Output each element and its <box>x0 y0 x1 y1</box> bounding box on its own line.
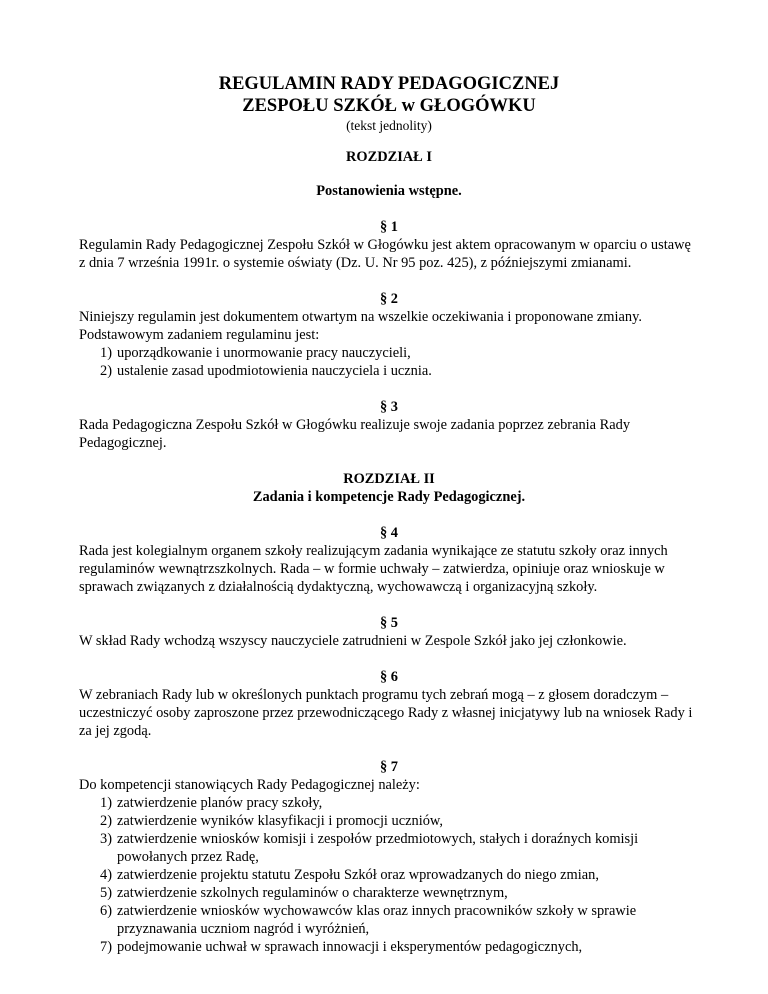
list-item <box>79 938 699 956</box>
list-item-number: 1) <box>100 345 112 361</box>
paragraph-2-text: Niniejszy regulamin jest dokumentem otwartym na wszelkie oczekiwania i proponowane zmiany. Podstawowym zadaniem regulaminu jest: <box>79 309 642 343</box>
list-item <box>79 812 699 830</box>
list-item-number: 2) <box>100 363 112 379</box>
paragraph-7-list <box>79 794 699 956</box>
list-item-number: 2) <box>100 813 112 829</box>
paragraph-5-text: W skład Rady wchodzą wszyscy nauczyciele zatrudnieni w Zespole Szkół jako jej członkowie. <box>79 633 627 649</box>
list-item-number: 7) <box>100 939 112 955</box>
document-header <box>79 74 699 134</box>
list-item-number: 1) <box>100 795 112 811</box>
paragraph-4-heading: § 4 <box>380 525 398 541</box>
paragraph-4 <box>79 524 699 596</box>
paragraph-5 <box>79 614 699 650</box>
paragraph-7-heading: § 7 <box>380 759 398 775</box>
paragraph-2 <box>79 290 699 380</box>
document-page <box>79 74 699 956</box>
list-item <box>79 794 699 812</box>
chapter-1-heading: ROZDZIAŁ I <box>346 149 432 165</box>
list-item-number: 5) <box>100 885 112 901</box>
chapter-2-heading: ROZDZIAŁ II <box>343 471 435 487</box>
paragraph-1-text: Regulamin Rady Pedagogicznej Zespołu Szkół w Głogówku jest aktem opracowanym w oparciu o ustawę z dnia 7 września 1991r. o systemie oświaty (Dz. U. Nr 95 poz. 425), z późniejszymi zmianami. <box>79 237 691 271</box>
chapter-2-name: Zadania i kompetencje Rady Pedagogicznej. <box>252 489 526 505</box>
paragraph-5-heading: § 5 <box>380 615 398 631</box>
paragraph-1 <box>79 218 699 272</box>
list-item-text: ustalenie zasad upodmiotowienia nauczyciela i ucznia. <box>117 363 432 379</box>
list-item-text: zatwierdzenie wyników klasyfikacji i promocji uczniów, <box>117 813 443 829</box>
paragraph-2-list <box>79 344 699 380</box>
paragraph-2-heading: § 2 <box>380 291 398 307</box>
list-item-number: 3) <box>100 831 112 847</box>
paragraph-1-heading: § 1 <box>380 219 398 235</box>
list-item-text: zatwierdzenie szkolnych regulaminów o charakterze wewnętrznym, <box>117 885 508 901</box>
paragraph-6 <box>79 668 699 740</box>
paragraph-7-text: Do kompetencji stanowiących Rady Pedagogicznej należy: <box>79 777 420 793</box>
list-item-text: zatwierdzenie planów pracy szkoły, <box>117 795 323 811</box>
list-item <box>79 866 699 884</box>
list-item-number: 6) <box>100 903 112 919</box>
list-item <box>79 902 699 938</box>
chapter-1-name: Postanowienia wstępne. <box>316 183 462 199</box>
list-item <box>79 884 699 902</box>
document-title-line-2: ZESPOŁU SZKÓŁ w GŁOGÓWKU <box>242 95 536 116</box>
paragraph-7 <box>79 758 699 956</box>
paragraph-6-heading: § 6 <box>380 669 398 685</box>
document-subtitle: (tekst jednolity) <box>346 118 432 133</box>
list-item <box>79 344 699 362</box>
list-item-text: zatwierdzenie wniosków wychowawców klas oraz innych pracowników szkoły w sprawie przyznawania uczniom nagród i wyróżnień, <box>117 903 637 937</box>
paragraph-3 <box>79 398 699 452</box>
paragraph-3-text: Rada Pedagogiczna Zespołu Szkół w Głogówku realizuje swoje zadania poprzez zebrania Rady Pedagogicznej. <box>79 417 631 451</box>
list-item <box>79 830 699 866</box>
document-title-line-1: REGULAMIN RADY PEDAGOGICZNEJ <box>218 74 560 94</box>
paragraph-3-heading: § 3 <box>380 399 398 415</box>
list-item-text: podejmowanie uchwał w sprawach innowacji i eksperymentów pedagogicznych, <box>117 939 583 955</box>
paragraph-4-text: Rada jest kolegialnym organem szkoły realizującym zadania wynikające ze statutu szkoły oraz innych regulaminów wewnątrzszkolnych. Rada – w formie uchwały – zatwierdza, opiniuje oraz wnioskuje w sprawach związanych z działalnością dydaktyczną, wychowawczą i organizacyjną szkoły. <box>79 543 668 595</box>
paragraph-6-text: W zebraniach Rady lub w określonych punktach programu tych zebrań mogą – z głosem doradczym – uczestniczyć osoby zaproszone przez przewodniczącego Rady z własnej inicjatywy lub na wniosek Rady i za jej zgodą. <box>79 687 693 739</box>
list-item-text: uporządkowanie i unormowanie pracy nauczycieli, <box>117 345 411 361</box>
list-item-number: 4) <box>100 867 112 883</box>
list-item-text: zatwierdzenie wniosków komisji i zespołów przedmiotowych, stałych i doraźnych komisji powołanych przez Radę, <box>117 831 639 865</box>
list-item-text: zatwierdzenie projektu statutu Zespołu Szkół oraz wprowadzanych do niego zmian, <box>117 867 599 883</box>
list-item <box>79 362 699 380</box>
